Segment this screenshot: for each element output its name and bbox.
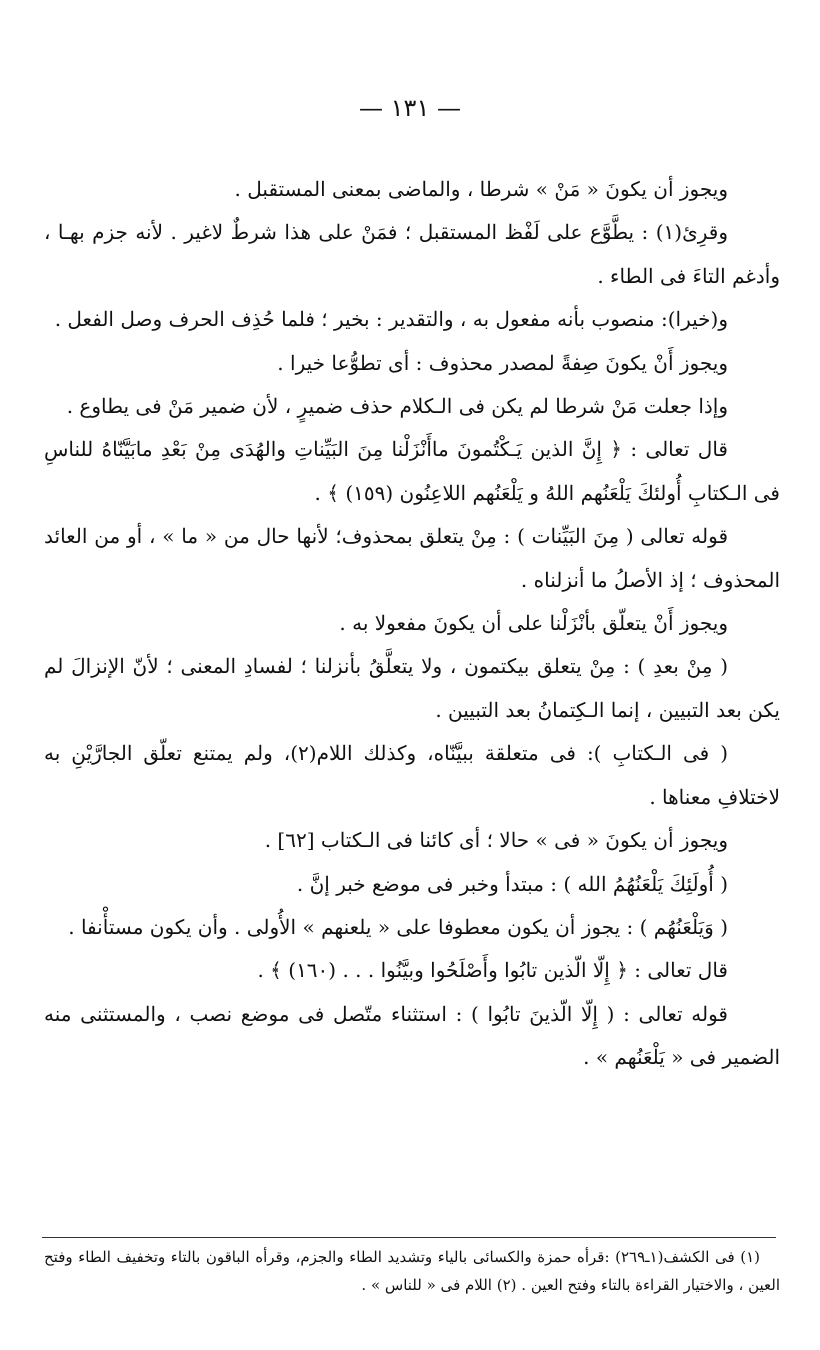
paragraph: ( وَيَلْعَنُهُم ) : يجوز أن يكون معطوفا على « يلعنهم » الأُولى . وأن يكون مستأْنفا . bbox=[68, 914, 728, 939]
paragraph: ويجوز أَنْ يتعلّق بأنْزَلْنا على أن يكونَ مفعولا به . bbox=[339, 611, 728, 636]
quran-verse: قال تعالى : ﴿ إِنَّ الذين يَـكْتُمونَ ماأَنْزَلْنا مِنَ البَيِّناتِ والهُدَى مِنْ بَعْدِ مابَيَّنّاهُ للناسِ فى الـكتابِ أُولئكَ يَلْعَنُهم اللهُ و يَلْعَنُهم اللاعِنُون (١٥٩) ﴾ . bbox=[44, 437, 780, 505]
paragraph: ( مِنْ بعدِ ) : مِنْ يتعلق بيكتمون ، ولا يتعلَّقُ بأنزلنا ؛ لفسادِ المعنى ؛ لأنّ الإنزالَ لم يكن بعد التبيين ، إنما الـكِتمانُ بعد التبيين . bbox=[44, 654, 780, 722]
paragraph: قوله تعالى : ( إِلّا الّذينَ تابُوا ) : استثناء متّصل فى موضع نصب ، والمستثنى منه الضمير فى « يَلْعَنُهم » . bbox=[44, 1001, 780, 1070]
paragraph: و(خيرا): منصوب بأنه مفعول به ، والتقدير : بخير ؛ فلما حُذِف الحرف وصل الفعل . bbox=[54, 307, 728, 332]
paragraph: وقرِئ(١) : يطَّوَّع على لَفْظ المستقبل ؛ فمَنْ على هذا شرطٌ لاغير . لأنه جزم بهـا ، وأدغم التاءَ فى الطاء . bbox=[44, 220, 780, 288]
page-number: — ١٣١ — bbox=[359, 94, 461, 122]
paragraph: ويجوز أن يكونَ « فى » حالا ؛ أى كائنا فى الـكتاب [٦٢] . bbox=[264, 828, 728, 853]
paragraph: قوله تعالى ( مِنَ البَيِّنات ) : مِنْ يتعلق بمحذوف؛ لأنها حال من « ما » ، أو من العائد المحذوف ؛ إذ الأصلُ ما أنزلناه . bbox=[44, 524, 780, 592]
paragraph: ويجوز أن يكونَ « مَنْ » شرطا ، والماضى بمعنى المستقبل . bbox=[234, 177, 728, 201]
paragraph: ( أُولَئِكَ يَلْعَنُهُمُ الله ) : مبتدأ وخبر فى موضع خبر إنَّ . bbox=[296, 871, 728, 896]
paragraph: ( فى الـكتابِ ): فى متعلقة ببيَّنّاه، وكذلك اللام(٢)، ولم يمتنع تعلّق الجارَّيْنِ به لاختلافِ معناها . bbox=[44, 741, 780, 809]
footnotes bbox=[44, 1243, 780, 1299]
paragraph: وإذا جعلت مَنْ شرطا لم يكن فى الـكلام حذف ضميرٍ ، لأن ضمير مَنْ فى يطاوع . bbox=[66, 394, 728, 419]
main-text bbox=[44, 168, 780, 1080]
footnote: (١) فى الكشف(١ـ٢٦٩) :قرأه حمزة والكسائى بالياء وتشديد الطاء والجزم، وقرأه الباقون بالتاء وتخفيف الطاء وفتح العين ، والاختيار القراءة بالتاء وفتح العين . (٢) اللام فى « للناس » . bbox=[44, 1248, 780, 1294]
footnote-divider bbox=[42, 1237, 776, 1238]
quran-verse: قال تعالى : ﴿ إِلّا الّذين تابُوا وأَصْلَحُوا وبيَّنُوا . . . (١٦٠) ﴾ . bbox=[257, 958, 728, 983]
paragraph: ويجوز أَنْ يكونَ صِفةً لمصدر محذوف : أى تطوُّعا خيرا . bbox=[277, 350, 728, 375]
